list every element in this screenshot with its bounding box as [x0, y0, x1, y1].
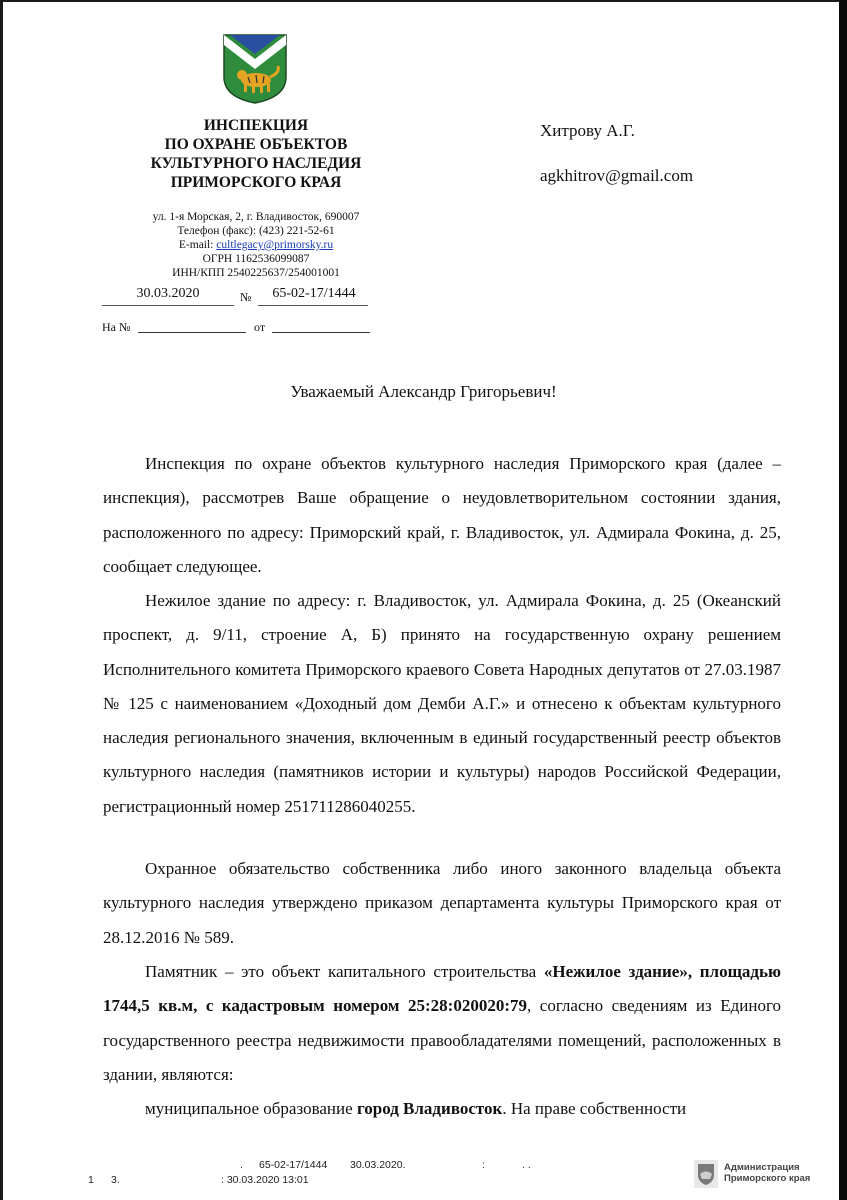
paragraph-text: Нежилое здание по адресу: г. Владивосток, ул. Адмирала Фокина, д. 25 (Океанский проспект, д. 9/11, строение А, Б) принято на государственную охрану решением Исполнительного комитета Приморского краевого Совета Народных депутатов от 27.03.1987 № 125 с наименованием «Доходный дом Демби А.Г.» и отнесено к объектам культурного наследия регионального значения, включенным в единый государственный реестр объектов культурного наследия (памятников истории и культуры) народов Российской Федерации, регистрационный номер 251711286040255. [103, 591, 781, 816]
paragraph-text: Памятник – это объект капитального строительства [145, 962, 544, 981]
paragraph-text: муниципальное образование [145, 1099, 357, 1118]
page-right-border [839, 0, 847, 1200]
registration-number-underline [258, 305, 368, 306]
body-paragraph-5 [103, 1092, 781, 1126]
registration-date: 30.03.2020 [136, 286, 200, 301]
footer-colon: : [482, 1159, 485, 1171]
org-line: КУЛЬТУРНОГО НАСЛЕДИЯ [150, 155, 362, 172]
org-line: ПО ОХРАНЕ ОБЪЕКТОВ [164, 136, 348, 153]
paragraph-bold-text: «Нежилое здание», площадью 1744,5 кв.м, с кадастровым номером 25:28:020020:79 [103, 962, 782, 1016]
on-no-blank [138, 320, 246, 333]
page-left-border [0, 0, 3, 1200]
org-line: ПРИМОРСКОГО КРАЯ [170, 174, 342, 191]
recipient-name: Хитрову А.Г. [540, 121, 635, 140]
registration-number: 65-02-17/1444 [272, 286, 356, 301]
issuer-contacts [118, 210, 394, 280]
registration-line [102, 286, 382, 306]
issuer-phone: Телефон (факс): (423) 221-52-61 [177, 225, 335, 237]
footer-doc-date: 30.03.2020. [350, 1159, 406, 1171]
footer-doc-number: 65-02-17/1444 [259, 1159, 328, 1171]
on-ot-blank [272, 320, 370, 333]
body-paragraph-3 [103, 852, 781, 955]
issuer-inn: ИНН/КПП 2540225637/254001001 [172, 267, 340, 279]
page-top-border [0, 0, 847, 2]
on-no-label: На № [102, 320, 131, 334]
footer-timestamp: : 30.03.2020 13:01 [221, 1174, 309, 1186]
body-paragraph-4 [103, 955, 781, 1092]
paragraph-text: Охранное обязательство собственника либо иного законного владельца объекта культурного наследия утверждено приказом департамента культуры Приморского края от 28.12.2016 № 589. [103, 859, 781, 947]
administration-label [724, 1162, 810, 1184]
footer-pages: 3. [111, 1174, 120, 1186]
paragraph-text: . На праве собственности [502, 1099, 687, 1118]
email-label: E-mail: [178, 239, 217, 251]
org-line: ИНСПЕКЦИЯ [203, 117, 309, 134]
footer-dot: . [240, 1159, 243, 1171]
registration-date-underline [102, 305, 234, 306]
greeting: Уважаемый Александр Григорьевич! [290, 382, 557, 401]
issuer-address: ул. 1-я Морская, 2, г. Владивосток, 690007 [152, 211, 360, 223]
coat-of-arms-emblem [222, 33, 288, 105]
issuer-organization [108, 116, 404, 192]
issuer-email-row [118, 238, 394, 252]
number-sign: № [240, 290, 252, 304]
administration-line-2: Приморского края [724, 1173, 811, 1184]
footer-dots: . . [522, 1159, 531, 1171]
administration-line-1: Администрация [724, 1162, 800, 1173]
paragraph-text: Инспекция по охране объектов культурного наследия Приморского края (далее – инспекция), рассмотрев Ваше обращение о неудовлетворительном состоянии здания, расположенного по адресу: Приморский край, г. Владивосток, ул. Адмирала Фокина, д. 25, сообщает следующее. [103, 454, 781, 576]
footer-stamp [0, 1157, 847, 1197]
paragraph-text: , согласно сведениям из Единого государственного реестра недвижимости правообладателями помещений, расположенных в здании, являются: [103, 996, 781, 1084]
footer-page: 1 [88, 1174, 94, 1186]
administration-logo-icon [694, 1160, 718, 1188]
issuer-email-link[interactable]: cultlegacy@primorsky.ru [216, 239, 334, 251]
recipient-block [540, 119, 694, 185]
recipient-email: agkhitrov@gmail.com [540, 166, 694, 185]
issuer-ogrn: ОГРН 1162536099087 [202, 253, 310, 265]
paragraph-bold-text: город Владивосток [356, 1099, 503, 1118]
body-paragraph-2 [103, 584, 781, 824]
on-ot-label: от [254, 320, 266, 334]
body-paragraph-1 [103, 447, 781, 584]
